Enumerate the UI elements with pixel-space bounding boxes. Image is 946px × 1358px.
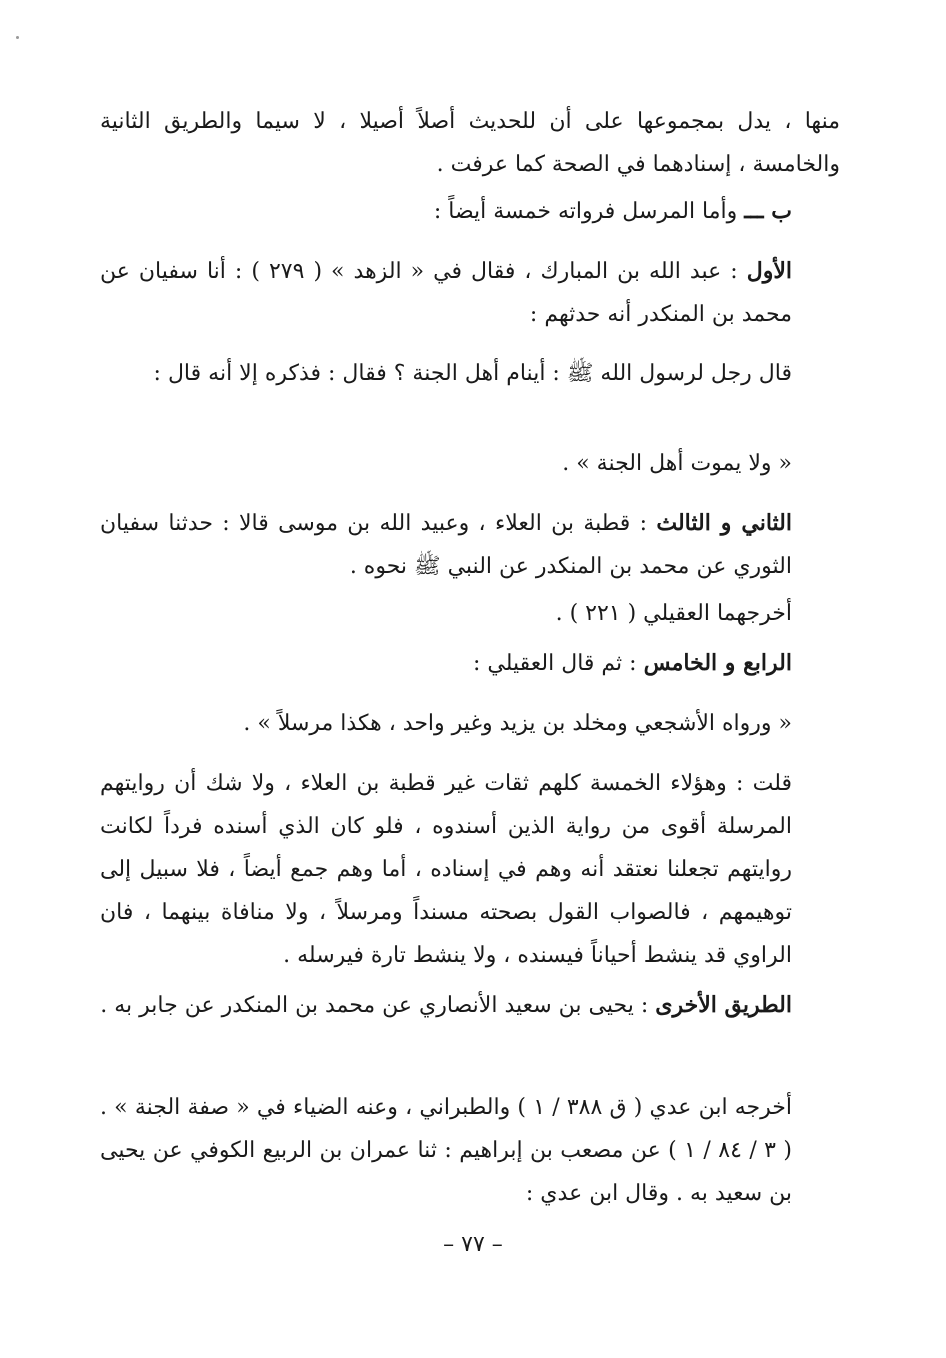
paragraph-8 [473, 642, 840, 685]
paragraph-11-lead: الطريق الأخرى [655, 992, 792, 1018]
paragraph-10-text: قلت : وهؤلاء الخمسة كلهم ثقات غير قطبة بن العلاء ، ولا شك أن روايتهم المرسلة أقوى من رواية الذين أسندوه ، فلو كان الذي أسنده فرداً لكانت روايتهم تجعلنا نعتقد أنه وهم في إسناده ، أما وهم جمع أيضاً ، فلا سبيل إلى توهيمهم ، فالصواب القول بصحته مسنداً ومرسلاً ، ولا منافاة بينهما ، فان الراوي قد ينشط أحياناً فيسنده ، ولا ينشط تارة فيرسله . [100, 771, 792, 968]
paragraph-2-text: وأما المرسل فرواته خمسة أيضاً : [433, 199, 738, 224]
paragraph-9 [243, 702, 840, 745]
page-number: – ٧٧ – [443, 1232, 503, 1257]
paragraph-5-text: « ولا يموت أهل الجنة » . [562, 451, 792, 476]
paragraph-3-text: : عبد الله بن المبارك ، فقال في « الزهد » ( ٢٧٩ ) : أنا سفيان عن محمد بن المنكدر أنه حدثهم : [100, 259, 792, 327]
paragraph-2 [434, 190, 840, 233]
paragraph-3-lead: الأول [746, 258, 792, 284]
paragraph-6-text: : قطبة بن العلاء ، وعبيد الله بن موسى قالا : حدثنا سفيان الثوري عن محمد بن المنكدر عن النبي ﷺ نحوه . [100, 511, 792, 579]
paragraph-4 [100, 352, 840, 395]
paragraph-8-lead: الرابع و الخامس [643, 650, 792, 676]
paragraph-4-text: قال رجل لرسول الله ﷺ : أينام أهل الجنة ؟ فقال : فذكره إلا أنه قال : [153, 361, 792, 386]
paragraph-2-lead: ب ـــ [744, 198, 792, 224]
paragraph-11 [100, 984, 840, 1027]
paragraph-12 [100, 1086, 840, 1215]
paragraph-6-lead: الثاني و الثالث [656, 510, 793, 536]
paragraph-6 [100, 502, 840, 588]
paragraph-7-text: أخرجهما العقيلي ( ٢٢١ ) . [555, 601, 792, 626]
paragraph-8-text: : ثم قال العقيلي : [473, 651, 637, 676]
scan-speck [16, 36, 19, 39]
paragraph-3 [100, 250, 840, 336]
paragraph-7 [556, 592, 840, 635]
paragraph-1 [100, 100, 840, 186]
paragraph-5 [562, 442, 840, 485]
paragraph-11-text: : يحيى بن سعيد الأنصاري عن محمد بن المنكدر عن جابر به . [100, 993, 649, 1018]
paragraph-12-text: أخرجه ابن عدي ( ق ٣٨٨ / ١ ) والطبراني ، وعنه الضياء في « صفة الجنة » . ( ٣ / ٨٤ / ١ ) عن مصعب بن إبراهيم : ثنا عمران بن الربيع الكوفي عن يحيى بن سعيد به . وقال ابن عدي : [100, 1095, 793, 1206]
paragraph-1-text: منها ، يدل بمجموعها على أن للحديث أصلاً أصيلا ، لا سيما والطريق الثانية والخامسة ، إسنادهما في الصحة كما عرفت . [100, 109, 840, 177]
paragraph-10 [100, 762, 840, 977]
paragraph-9-text: « ورواه الأشجعي ومخلد بن يزيد وغير واحد ، هكذا مرسلاً » . [243, 711, 792, 736]
